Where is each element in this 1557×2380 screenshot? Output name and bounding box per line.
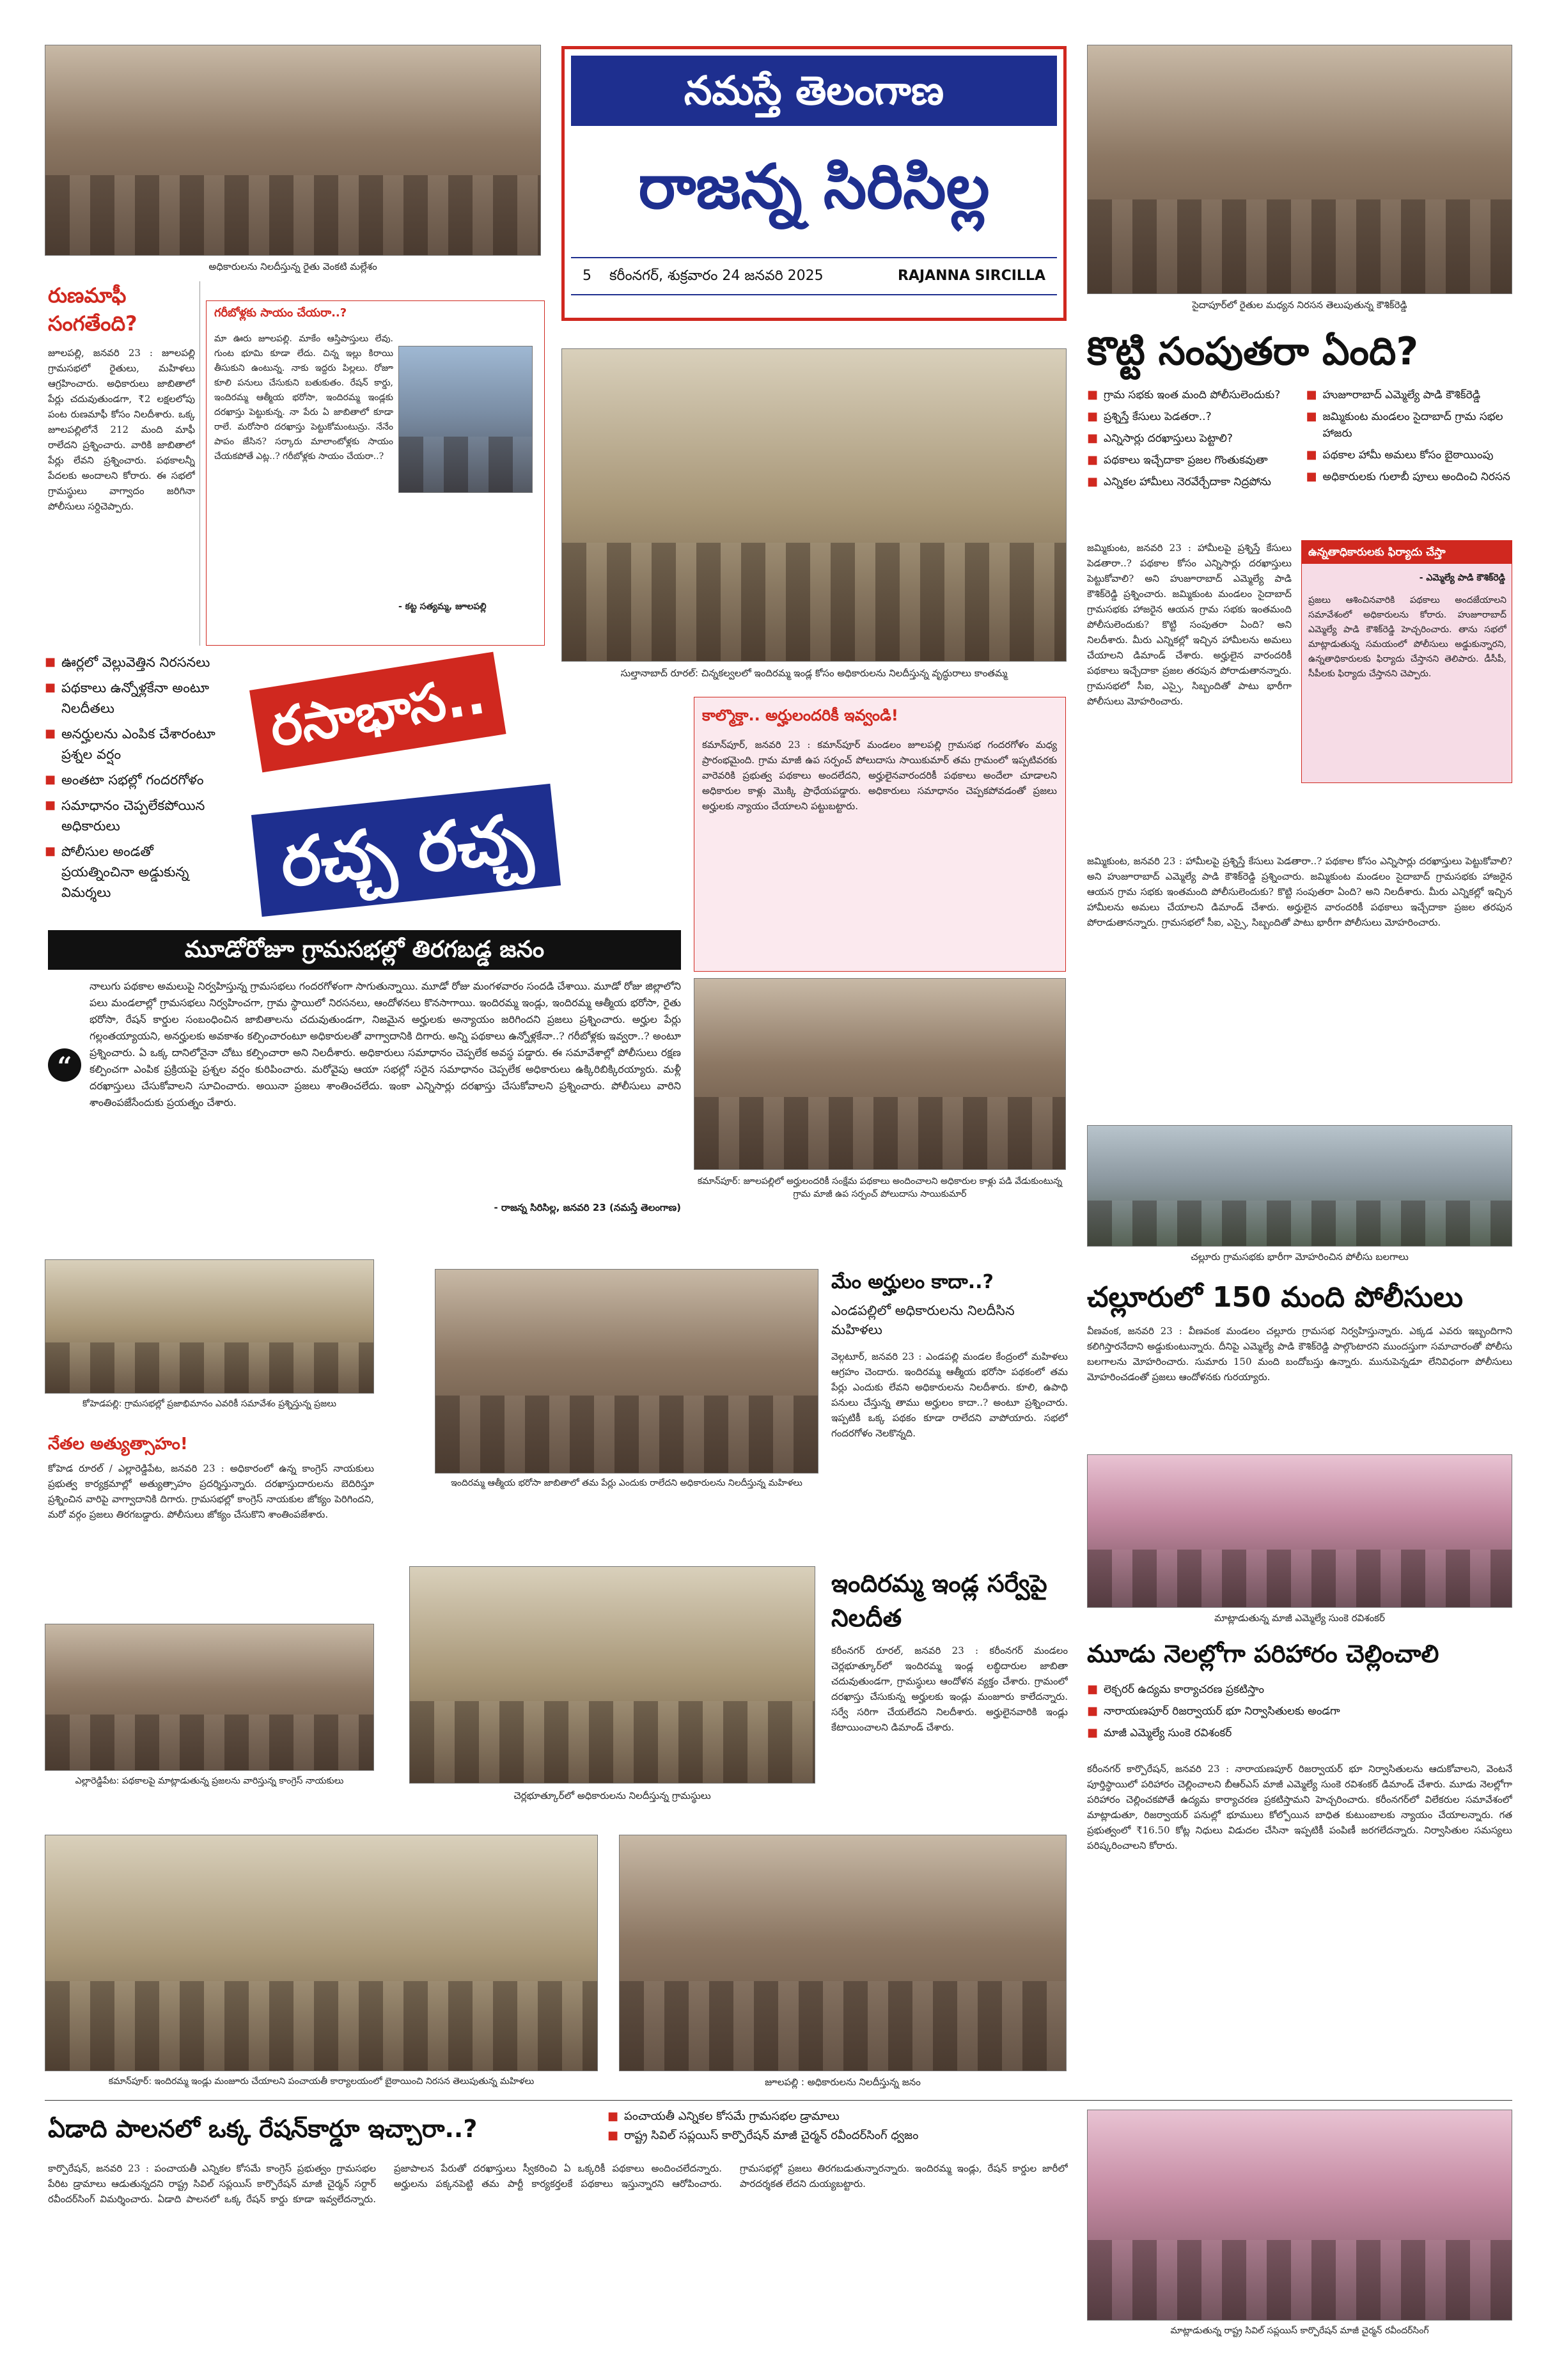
story-headline: రుణమాఫీ సంగతేంది? [48, 283, 137, 336]
kotti-bullet: ■ అధికారులకు గులాబీ పూలు అందించి నిరసన [1306, 469, 1513, 485]
kotti-bullet: ■ పథకాలు ఇచ్చేదాకా ప్రజల గొంతుకవుతా [1087, 452, 1294, 469]
kotti-bullet: ■ ప్రశ్నిస్తే కేసులు పెడతరా..? [1087, 408, 1294, 425]
story-subhead: ఎండపల్లిలో అధికారులను నిలదీసిన మహిళలు [831, 1303, 1015, 1337]
photo-kamanpur-begging [694, 978, 1066, 1170]
story-headline: చల్లూరులో 150 మంది పోలీసులు [1087, 1281, 1463, 1314]
kotti-bullet: ■ హుజూరాబాద్ ఎమ్మెల్యే పాడి కౌశిక్‌రెడ్డి [1306, 387, 1513, 403]
moodu-bullet: ■ మాజీ ఎమ్మెల్యే సుంకె రవిశంకర్ [1087, 1725, 1512, 1741]
bottom-body: కార్పొరేషన్, జనవరి 23 : పంచాయతీ ఎన్నికల కోసమే కాంగ్రెస్ ప్రభుత్వం గ్రామసభల పేరిట డ్రామాలు ఆడుతున్నదని రాష్ట్ర సివిల్ సప్లయిస్ కార్పొరేషన్ మాజీ చైర్మన్ సర్దార్ రవీందర్‌సింగ్ విమర్శించారు. ఏడాది పాలనలో ఒక్క రేషన్ కార్డు కూడా ఇవ్వలేదన్నారు. ప్రజాపాలన పేరుతో దరఖాస్తులు స్వీకరించి ఏ ఒక్కరికీ పథకాలు అందించలేదన్నారు. అర్హులను పక్కనపెట్టి తమ పార్టీ కార్యకర్తలకే పథకాలు ఇస్తున్నారని ఆరోపించారు. గ్రామసభల్లో ప్రజలు తిరగబడుతున్నారన్నారు. ఇందిరమ్మ ఇండ్లు, రేషన్ కార్డుల జారీలో పారదర్శకత లేదని దుయ్యబట్టారు. [48, 2163, 1068, 2205]
photo-caption: ఇందిరమ్మ ఆత్మీయ భరోసా జాబితాలో తమ పేర్లు ఎందుకు రాలేదని అధికారులను నిలదీస్తున్న మహిళలు [451, 1478, 802, 1488]
kotti-bullet: ■ గ్రామ సభకు ఇంత మంది పోలీసులెందుకు? [1087, 387, 1294, 403]
edition-en: RAJANNA SIRCILLA [897, 268, 1045, 284]
kalmakka-box [694, 697, 1066, 972]
bottom-bullets [607, 2108, 1068, 2149]
masthead [561, 46, 1067, 321]
lead-bullet: ■ అంతటా సభల్లో గందరగోళం [45, 770, 230, 790]
page-number: 5 [583, 268, 591, 284]
moodu-bullet: ■ నారాయణపూర్ రిజర్వాయర్ భూ నిర్వాసితులకు అండగా [1087, 1703, 1512, 1720]
moodu-body: కరీంనగర్ కార్పొరేషన్, జనవరి 23 : నారాయణపూర్ రిజర్వాయర్ భూ నిర్వాసితులను ఆదుకోవాలని, వెంటనే పూర్తిస్థాయిలో పరిహారం చెల్లించాలని బీఆర్‌ఎస్ మాజీ ఎమ్మెల్యే సుంకె రవిశంకర్ డిమాండ్ చేశారు. మూడు నెలల్లోగా పరిహారం చెల్లించకపోతే ఉద్యమ కార్యాచరణ ప్రకటిస్తామని హెచ్చరించారు. కరీంనగర్‌లో విలేకరుల సమావేశంలో మాట్లాడుతూ, రిజర్వాయర్ పనుల్లో భూములు కోల్పోయిన బాధిత కుటుంబాలకు న్యాయం చేయాలన్నారు. గత ప్రభుత్వంలో ₹16.50 కోట్ల నిధులు విడుదల చేసినా ఇప్పటికీ పంపిణీ జరగలేదన్నారు. నిర్వాసితుల సమస్యలు పరిష్కరించాలని కోరారు. [1087, 1763, 1512, 1851]
story-headline: మేం అర్హులం కాదా..? [831, 1271, 994, 1293]
masthead-brand: నమస్తే తెలంగాణ [571, 56, 1057, 126]
lead-kicker: మూడోరోజూ గ్రామసభల్లో తిరగబడ్డ జనం [48, 930, 681, 970]
photo-caption: ఎల్లారెడ్డిపేట: పథకాలపై మాట్లాడుతున్న ప్రజలను వారిస్తున్న కాంగ్రెస్ నాయకులు [75, 1776, 344, 1786]
story-body: జూలపల్లి, జనవరి 23 : జూలపల్లి గ్రామసభలో రైతులు, మహిళలు ఆగ్రహించారు. అధికారులు జాబితాలో పేర్లు చదువుతుండగా, ₹2 లక్షలలోపు పంట రుణమాఫీ కోసం నిలదీశారు. ఒక్క జూలపల్లిలోనే 212 మంది మాఫీ రాలేదని ప్రశ్నించారు. వారికి జాబితాలో పేర్లు లేవని ప్రశ్నించారు. పథకాలన్నీ పేదలకు అందాలని కోరారు. ఈ సభలో గ్రామస్థులు వాగ్వాదం జరిగినా పోలీసులు సర్దిచెప్పారు. [48, 347, 195, 512]
sidebar-credit: - కట్ట సత్యమ్మ, జూలపల్లి [398, 602, 487, 612]
sidebar-body: మా ఊరు జూలపల్లి. మాకేం ఆస్తిపాస్తులు లేవు. గుంట భూమి కూడా లేదు. చిన్న ఇల్లు కిరాయి తీసుకుని ఉంటున్న. నాకు ఇద్దరు పిల్లలు. రోజూ కూలి పనులు చేసుకుని బతుకుతం. రేషన్ కార్డు, ఇందిరమ్మ ఆత్మీయ భరోసా, ఇందిరమ్మ ఇండ్లకు దరఖాస్తు పెట్టుకున్న. నా పేరు ఏ జాబితాలో కూడా రాలే. మరోసారి దరఖాస్తు పెట్టుకోమంటున్రు. నేనేం పాపం జేసిన? సర్కారు మాలాంటోళ్లకు సాయం చేయకపోతే ఎట్ల..? గరీబోళ్లకు సాయం చేయరా..? [214, 334, 393, 462]
masthead-dateline-bar [571, 257, 1057, 295]
bottom-bullet: ■ పంచాయతీ ఎన్నికల కోసమే గ్రామసభల డ్రామాలు [607, 2108, 1068, 2125]
sidebar-head: గరీబోళ్లకు సాయం చేయరా..? [214, 306, 347, 320]
lead-art-line1: రసాభాస.. [249, 652, 506, 773]
photo-caption: కోహెడపల్లి: గ్రామసభల్లో ప్రజాభిమానం ఎవరికీ సమావేశం ప్రశ్నిస్తున్న ప్రజలు [82, 1399, 336, 1409]
photo-sultanabad-old-woman [561, 348, 1067, 662]
photo-chelluru-police [1087, 1125, 1512, 1247]
photo-woman-applicant [398, 346, 533, 493]
photo-caption: కమాన్‌పూర్: జూలపల్లిలో అర్హులందరికీ సంక్షేమ పథకాలు అందించాలని అధికారుల కాళ్లు పడి వేడుకుంటున్న గ్రామ మాజీ ఉప సర్పంచ్ పోలుదాసు సాయికుమార్ [697, 1176, 1063, 1199]
kalmakka-head: కాల్మొక్తా.. అర్హులందరికీ ఇవ్వండి! [702, 706, 898, 724]
photo-cherlabhutkur [409, 1566, 815, 1784]
quote-mark: “ [48, 1048, 81, 1082]
lead-art [243, 665, 575, 927]
kotti-box-credit: - ఎమ్మెల్యే పాడి కౌశిక్‌రెడ్డి [1419, 573, 1505, 583]
photo-ravindersingh-press [1087, 2110, 1512, 2321]
photo-yellareddipet [45, 1624, 374, 1771]
kotti-bullets [1087, 387, 1512, 493]
photo-julapalli-officials [45, 45, 541, 256]
story-headline: కొట్టి సంపుతరా ఏంది? [1087, 329, 1419, 374]
lead-bullets [45, 652, 230, 908]
masthead-edition: రాజన్న సిరిసిల్ల [638, 151, 990, 222]
photo-kamanpur-women-sit [45, 1835, 598, 2071]
kotti-bullet: ■ జమ్మికుంట మండలం సైదాబాద్ గ్రామ సభల హాజరు [1306, 408, 1513, 442]
photo-caption: మాట్లాడుతున్న మాజీ ఎమ్మెల్యే సుంకె రవిశంకర్ [1214, 1612, 1385, 1624]
story-headline: మూడు నెలల్లోగా పరిహారం చెల్లించాలి [1087, 1640, 1439, 1668]
photo-julapalli-crowd [619, 1835, 1067, 2071]
bottom-bullet: ■ రాష్ట్ర సివిల్ సప్లయిస్ కార్పొరేషన్ మాజీ చైర్మన్ రవీందర్‌సింగ్ ధ్వజం [607, 2127, 1068, 2144]
story-headline: ఇందిరమ్మ ఇండ్ల సర్వేపై నిలదీత [831, 1569, 1047, 1632]
moodu-bullets [1087, 1681, 1512, 1746]
photo-caption: సైదాపూర్‌లో రైతుల మధ్యన నిరసన తెలుపుతున్న కౌశిక్‌రెడ్డి [1192, 299, 1407, 311]
arhulam-body: వెల్గటూర్, జనవరి 23 : ఎండపల్లి మండల కేంద్రంలో మహిళలు ఆగ్రహం చెందారు. ఇందిరమ్మ ఆత్మీయ భరోసా పథకంలో తమ పేర్లు ఎందుకు లేవని అధికారులను నిలదీశారు. కూలి, ఉపాధి పనులు చేస్తున్న తాము అర్హులం కాదా..? అంటూ ప్రశ్నించారు. ఇప్పటికీ ఒక్క పథకం కూడా రాలేదని వాపోయారు. సభలో గందరగోళం నెలకొన్నది. [831, 1351, 1068, 1439]
kotti-body-cont: జమ్మికుంట, జనవరి 23 : హామీలపై ప్రశ్నిస్తే కేసులు పెడతారా..? పథకాల కోసం ఎన్నిసార్లు దరఖాస్తులు పెట్టుకోవాలి? అని హుజూరాబాద్ ఎమ్మెల్యే పాడి కౌశిక్‌రెడ్డి ప్రశ్నించారు. జమ్మికుంట మండలం సైదాబాద్ గ్రామసభకు హాజరైన ఆయన గ్రామ సభకు ఇంతమంది పోలీసులెందుకు? కొట్టి సంపుతరా ఏంది? అని నిలదీశారు. మీరు ఎన్నికల్లో ఇచ్చిన హామీలను అమలు చేయాలని డిమాండ్ చేశారు. అర్హులైన వారందరికీ పథకాలు ఇచ్చేదాకా ప్రజల తరపున పోరాడుతానన్నారు. గ్రామసభలో సీఐ, ఎస్సై, సిబ్బందితో పాటు భారీగా పోలీసులు మోహరించారు. [1087, 855, 1512, 928]
dateline: కరీంనగర్, శుక్రవారం 24 జనవరి 2025 [609, 268, 824, 284]
kotti-box-body: ప్రజలు ఆశించినవారికి పథకాలు అందజేయాలని సమావేశంలో అధికారులను కోరారు. హుజూరాబాద్ ఎమ్మెల్యే పాడి కౌశిక్‌రెడ్డి హెచ్చరించారు. తాను సభలో మాట్లాడుతున్న సమయంలో పోలీసులు అడ్డుకున్నారని, ఉన్నతాధికారులకు ఫిర్యాదు చేస్తానని తెలిపారు. డీసీపీ, సీపీలకు ఫిర్యాదు చేస్తానని చెప్పారు. [1308, 595, 1506, 679]
story-headline: ఏడాది పాలనలో ఒక్క రేషన్‌కార్డూ ఇచ్చారా..? [48, 2115, 478, 2143]
sidebar-box [206, 300, 545, 646]
netala-body: కోహెడ రూరల్ / ఎల్లారెడ్డిపేట, జనవరి 23 : అధికారంలో ఉన్న కాంగ్రెస్ నాయకులు ప్రభుత్వ కార్యక్రమాల్లో అత్యుత్సాహం ప్రదర్శిస్తున్నారు. దరఖాస్తుదారులను బెదిరిస్తూ ప్రశ్నించిన వారిపై వాగ్వాదానికి దిగారు. గ్రామసభల్లో కాంగ్రెస్ నాయకుల జోక్యం పెరిగిందని, మరో వర్గం ప్రజలు తిరగబడ్డారు. పోలీసులు జోక్యం చేసుకొని శాంతింపజేశారు. [48, 1463, 374, 1520]
photo-caption: సుల్తానాబాద్ రూరల్: చిన్నకల్వలలో ఇందిరమ్మ ఇండ్ల కోసం అధికారులను నిలదీస్తున్న వృద్ధురాలు కాంతమ్మ [620, 667, 1008, 679]
kotti-bullet: ■ ఎన్నిసార్లు దరఖాస్తులు పెట్టాలి? [1087, 430, 1294, 447]
photo-caption: చల్లూరు గ్రామసభకు భారీగా మోహరించిన పోలీసు బలగాలు [1191, 1251, 1409, 1263]
kotti-bullet: ■ పథకాల హామీ అమలు కోసం బైఠాయింపు [1306, 447, 1513, 463]
photo-caption: చెర్లభూత్కూర్‌లో అధికారులను నిలదీస్తున్న గ్రామస్థులు [513, 1790, 711, 1801]
kotti-box [1301, 540, 1512, 783]
lead-bullet: ■ పథకాలు ఉన్నోళ్లకేనా అంటూ నిలదీతలు [45, 678, 230, 719]
photo-caption: కమాన్‌పూర్: ఇందిరమ్మ ఇండ్లు మంజూరు చేయాలని పంచాయతీ కార్యాలయంలో బైఠాయించి నిరసన తెలుపుతున్న మహిళలు [108, 2076, 535, 2087]
lead-bullet: ■ సమాధానం చెప్పలేకపోయిన అధికారులు [45, 795, 230, 836]
chelluru-body: వీణవంక, జనవరి 23 : వీణవంక మండలం చల్లూరు గ్రామసభ నిర్వహిస్తున్నారు. ఎక్కడ ఎవరు ఇబ్బందిగాని కలిగిస్తారనేదాని అడ్డుకుంటున్నారు. దీనిపై ఎమ్మెల్యే పాడి కౌశిక్‌రెడ్డి పాల్గొంటారని ముందస్తుగా సమాచారంతో పోలీసు బలగాలను మోహరించారు. సుమారు 150 మంది బందోబస్తు ఉన్నారు. మునుపెన్నడూ లేనివిధంగా పోలీసులు మోహరించడంతో ప్రజలు ఆందోళనకు గురయ్యారు. [1087, 1325, 1512, 1383]
lead-bullet: ■ అనర్హులను ఎంపిక చేశారంటూ ప్రశ్నల వర్షం [45, 724, 230, 765]
lead-bullet: ■ ఊర్లలో వెల్లువెత్తిన నిరసనలు [45, 652, 230, 673]
photo-ravishankar-press [1087, 1454, 1512, 1608]
moodu-bullet: ■ లెక్చరర్ ఉద్యమ కార్యాచరణ ప్రకటిస్తాం [1087, 1681, 1512, 1698]
lead-art-line2: రచ్చ రచ్చ [251, 784, 561, 917]
photo-endapalli-women [435, 1269, 818, 1474]
photo-kaushik-protest [1087, 45, 1512, 294]
photo-caption: అధికారులను నిలదీస్తున్న రైతు వెంకటి మల్లేశం [208, 261, 377, 272]
kotti-body: జమ్మికుంట, జనవరి 23 : హామీలపై ప్రశ్నిస్తే కేసులు పెడతారా..? పథకాల కోసం ఎన్నిసార్లు దరఖాస్తులు పెట్టుకోవాలి? అని హుజూరాబాద్ ఎమ్మెల్యే పాడి కౌశిక్‌రెడ్డి ప్రశ్నించారు. జమ్మికుంట మండలం సైదాబాద్ గ్రామసభకు హాజరైన ఆయన గ్రామ సభకు ఇంతమంది పోలీసులెందుకు? కొట్టి సంపుతరా ఏంది? అని నిలదీశారు. మీరు ఎన్నికల్లో ఇచ్చిన హామీలను అమలు చేయాలని డిమాండ్ చేశారు. అర్హులైన వారందరికీ పథకాలు ఇచ్చేదాకా ప్రజల తరపున పోరాడుతానన్నారు. గ్రామసభలో సీఐ, ఎస్సై, సిబ్బందితో పాటు భారీగా పోలీసులు మోహరించారు. [1087, 542, 1292, 707]
story-headline: నేతల అత్యుత్సాహం! [48, 1435, 188, 1454]
indlu-body: కరీంనగర్ రూరల్, జనవరి 23 : కరీంనగర్ మండలం చెర్లభూత్కూర్‌లో ఇందిరమ్మ ఇండ్ల లబ్ధిదారుల జాబితా చదువుతుండగా, గ్రామస్థులు ఆందోళన వ్యక్తం చేశారు. గ్రామంలో దరఖాస్తు చేసుకున్న అర్హులకు ఇండ్లు మంజూరు కాలేదన్నారు. సర్వే సరిగా చేయలేదని నిలదీశారు. అర్హులైనవారికి ఇండ్లు కేటాయించాలని డిమాండ్ చేశారు. [831, 1645, 1068, 1733]
photo-caption: జూలపల్లి : అధికారులను నిలదీస్తున్న జనం [765, 2076, 921, 2088]
lead-bullet: ■ పోలీసుల అండతో ప్రయత్నించినా అడ్డుకున్న విమర్శలు [45, 841, 230, 903]
kotti-box-head: ఉన్నతాధికారులకు ఫిర్యాదు చేస్తా [1302, 541, 1512, 564]
lead-credit: - రాజన్న సిరిసిల్ల, జనవరి 23 (నమస్తే తెలంగాణ) [494, 1202, 681, 1213]
kotti-bullet: ■ ఎన్నికల హామీలు నెరవేర్చేదాకా నిద్రపోను [1087, 474, 1294, 490]
photo-kohedapalli [45, 1259, 374, 1394]
photo-caption: మాట్లాడుతున్న రాష్ట్ర సివిల్ సప్లయిస్ కార్పొరేషన్ మాజీ చైర్మన్ రవీందర్‌సింగ్ [1170, 2326, 1429, 2336]
lead-body: నాలుగు పథకాల అమలుపై నిర్వహిస్తున్న గ్రామసభలు గందరగోళంగా సాగుతున్నాయి. మూడో రోజు మంగళవారం సందడి చేశాయి. మూడో రోజు జిల్లాలోని పలు మండలాల్లో గ్రామసభలు నిర్వహించగా, గ్రామ స్థాయిలో నిరసనలు, ఆందోళనలు కొనసాగాయి. ఇందిరమ్మ ఇండ్లు, ఇందిరమ్మ ఆత్మీయ భరోసా, రైతు భరోసా, రేషన్ కార్డుల సంబంధించిన జాబితాలను చదువుతుండగా, నిజమైన అర్హులకు అన్యాయం జరిగిందని ప్రజలు ప్రశ్నించారు. అర్హుల పేర్లు గల్లంతయ్యాయని, అనర్హులకు అవకాశం కల్పించారంటూ అధికారులతో వాగ్వాదానికి దిగారు. అన్ని పథకాలు ఉన్నోళ్లకేనా..? గరీబోళ్లకు ఇవ్వరా..? అంటూ ప్రశ్నించారు. ఏ ఒక్క దానిలోనైనా చోటు కల్పించారా అని నిలదీశారు. అధికారులు సమాధానం చెప్పలేక అవస్థ పడ్డారు. ఈ సమావేశాల్లో పోలీసులు రక్షణ కల్పించగా ఎంపిక ప్రక్రియపై ప్రశ్నల వర్షం కురిపించారు. మరోవైపు ఆయా సభల్లో సరైన సమాధానం చెప్పలేక అధికారులు ఉక్కిరిబిక్కిరయ్యారు. మళ్లీ దరఖాస్తులు చేసుకోవాలని సూచించారు. అయినా ప్రజలు శాంతించలేదు. ఇంకా ఎన్నిసార్లు దరఖాస్తు చేసుకోవాలని ప్రశ్నించారు. పోలీసులు వారిని శాంతింపజేసేందుకు ప్రయత్నం చేశారు. [90, 980, 681, 1108]
kalmakka-body: కమాన్‌పూర్, జనవరి 23 : కమాన్‌పూర్ మండలం జూలపల్లి గ్రామసభ గందరగోళం మధ్య ప్రారంభమైంది. గ్రామ మాజీ ఉప సర్పంచ్ పోలుదాసు సాయికుమార్ తమ గ్రామంలో ఇప్పటివరకు వారెవరికి ప్రభుత్వ పథకాలు అందలేదని, అర్హులైనవారందరికీ పథకాలు అందేలా చూడాలని అధికారుల కాళ్లు మొక్కి ప్రాధేయపడ్డారు. అధికారులు సమాధానం చెప్పకపోవడంతో ప్రజలు అర్హులకు న్యాయం చేయాలని పట్టుబట్టారు. [702, 739, 1057, 812]
